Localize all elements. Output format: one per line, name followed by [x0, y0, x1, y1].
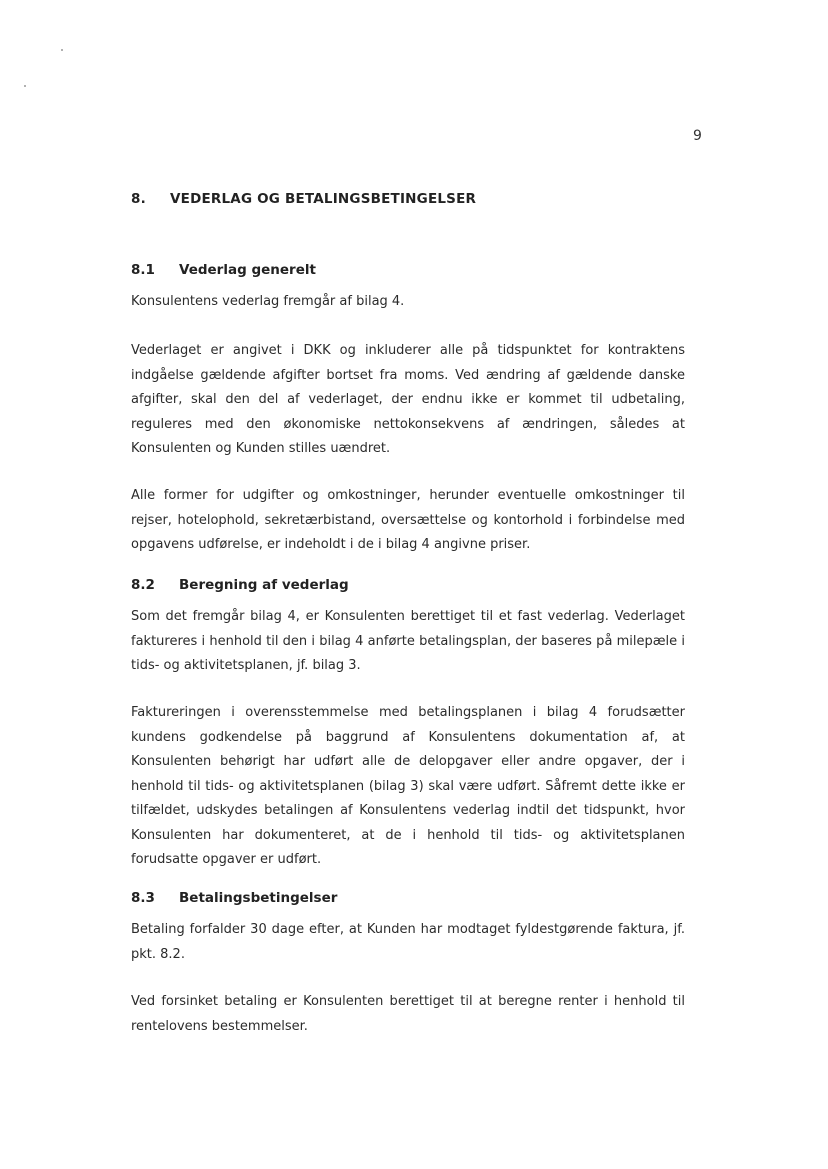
- subsection-title: Beregning af vederlag: [179, 577, 349, 593]
- subsection-number: 8.2: [131, 577, 155, 593]
- section-number: 8.: [131, 191, 146, 207]
- paragraph: Vederlaget er angivet i DKK og inkluderer alle på tidspunktet for kontraktens indgåelse gældende afgifter bortset fra moms. Ved ændring af gældende danske afgifter, skal den del af vederlaget, der endnu ikke er kommet til udbetaling, reguleres med den økonomiske nettokonsekvens af ændringen, således at Konsulenten og Kunden stilles uændret.: [131, 343, 685, 456]
- subsection-number: 8.3: [131, 890, 155, 906]
- paragraph: Alle former for udgifter og omkostninger, herunder eventuelle omkostninger til rejser, hotelophold, sekretærbistand, oversættelse og kontorhold i forbindelse med opgavens udførelse, er indeholdt i de i bilag 4 angivne priser.: [131, 488, 685, 552]
- paragraph: Som det fremgår bilag 4, er Konsulenten berettiget til et fast vederlag. Vederlaget faktureres i henhold til den i bilag 4 anførte betalingsplan, der baseres på milepæle i tids- og aktivitetsplanen, jf. bilag 3.: [131, 609, 685, 673]
- paragraph: Betaling forfalder 30 dage efter, at Kunden har modtaget fyldestgørende faktura, jf. pkt. 8.2.: [131, 922, 685, 962]
- section-heading: [131, 191, 476, 207]
- scan-speck: [61, 49, 63, 51]
- subsection-heading-8-3: [131, 890, 337, 906]
- subsection-title: Vederlag generelt: [179, 262, 316, 278]
- subsection-title: Betalingsbetingelser: [179, 890, 338, 906]
- paragraph: Ved forsinket betaling er Konsulenten berettiget til at beregne renter i henhold til rentelovens bestemmelser.: [131, 994, 685, 1034]
- section-title: VEDERLAG OG BETALINGSBETINGELSER: [170, 191, 477, 207]
- paragraph: Faktureringen i overensstemmelse med betalingsplanen i bilag 4 forudsætter kundens godkendelse på baggrund af Konsulentens dokumentation af, at Konsulenten behørigt har udført alle de delopgaver eller andre opgaver, der i henhold til tids- og aktivitetsplanen (bilag 3) skal være udført. Såfremt dette ikke er tilfældet, udskydes betalingen af Konsulentens vederlag indtil det tidspunkt, hvor Konsulenten har dokumenteret, at de i henhold til tids- og aktivitetsplanen forudsatte opgaver er udført.: [131, 705, 685, 867]
- paragraph: Konsulentens vederlag fremgår af bilag 4.: [131, 294, 405, 309]
- subsection-heading-8-1: [131, 262, 316, 278]
- page-number: 9: [693, 128, 702, 144]
- subsection-number: 8.1: [131, 262, 155, 278]
- subsection-heading-8-2: [131, 577, 349, 593]
- scan-speck: [24, 85, 26, 87]
